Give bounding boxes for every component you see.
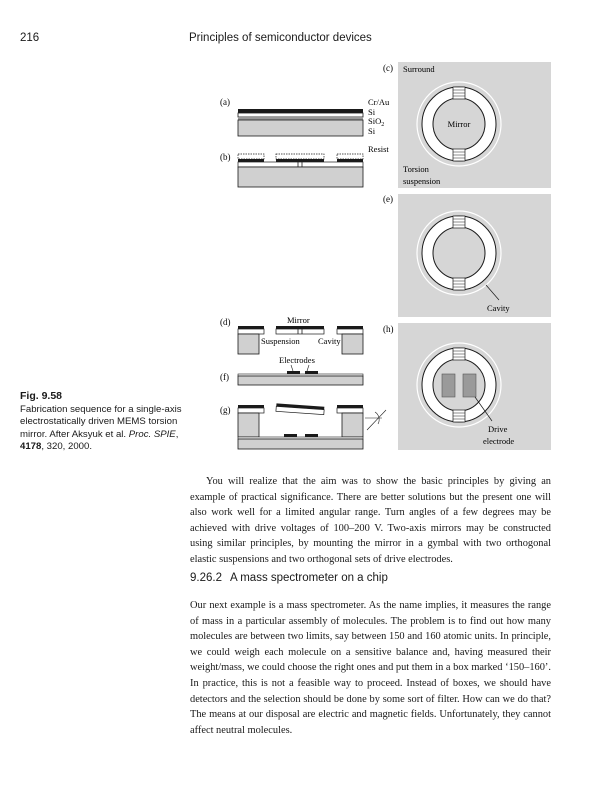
running-title: Principles of semiconductor devices [189,32,372,44]
caption-label: Fig. 9.58 [20,390,63,402]
panel-g-assembly [238,403,386,449]
label-mirror-d: Mirror [287,315,310,325]
label-mirror-c: Mirror [447,119,471,129]
label-suspension-c: suspension [403,176,441,186]
section-heading [190,572,388,584]
panel-f-layers [238,365,363,385]
panel-d-layers [238,326,363,354]
body-paragraph-2: Our next example is a mass spectrometer. As the name implies, it measures the range of mass in a particular assembly of molecules. The problem is to find out how many molecules are between two limits, say between 150 and 160 atomic units. In principle, we could weigh each molecule on a sensitive balance and, having measured their weight/mass, we could choose the right ones and put them in a box marked ‘150–160’. In practice, this is not a feasible way to proceed. Instead of boxes, we should have detectors and the selection should be done by some sort of filter. How can we do that? The means at our disposal are electric and magnetic fields. Unfortunately, they cannot affect neutral molecules. [190,600,551,736]
label-cavity-e: Cavity [487,303,510,313]
caption-text-3: , 320, 2000. [41,441,93,453]
label-electrode: electrode [483,436,515,446]
panel-h-ring [417,343,501,427]
label-cavity-d: Cavity [318,336,341,346]
label-cr-au: Cr/Au [368,97,390,107]
panel-label-h: (h) [383,324,394,334]
section-number: 9.26.2 [190,572,222,584]
panel-label-c: (c) [383,63,393,73]
figure-caption [20,390,185,454]
caption-journal: Proc. SPIE [128,428,176,440]
panel-label-d: (d) [220,317,231,327]
panel-a-layers [238,109,363,136]
label-drive: Drive [488,424,508,434]
section-title: A mass spectrometer on a chip [229,572,388,584]
label-sio2: SiO$_2$ [368,116,385,128]
label-si-top: Si [368,107,376,117]
body-paragraph-1: You will realize that the aim was to show the basic principles by giving an example of practical significance. There are better solutions but the present one will also work well for a limited angular range. Turn angles of a few degrees may be achieved with drive voltages of 100–200 V. Two-axis mirrors may be constructed using similar principles, by mounting the mirror in a gymbal with two orthogonal elastic suspensions and two orthogonal sets of drive electrodes. [190,476,551,565]
panel-label-e: (e) [383,194,393,204]
panel-label-a: (a) [220,97,230,107]
panel-b-layers [238,154,363,187]
label-electrodes: Electrodes [279,355,315,365]
caption-text-1: Fabrication sequence for a single-axis electrostatically driven MEMS torsion mirror. After Aksyuk et al. [20,403,182,440]
label-surround: Surround [403,64,435,74]
page-number: 216 [20,32,40,44]
panel-label-g: (g) [220,405,231,415]
label-torsion: Torsion [403,164,429,174]
drive-electrode-right [463,374,476,397]
caption-text-2: , [175,428,179,440]
label-resist: Resist [368,144,389,154]
panel-label-f: (f) [220,372,229,382]
caption-volume: 4178 [20,441,42,453]
caption-text [20,404,185,454]
label-suspension-d: Suspension [261,336,300,346]
drive-electrode-left [442,374,455,397]
label-si-bottom: Si [368,126,376,136]
panel-label-b: (b) [220,152,231,162]
